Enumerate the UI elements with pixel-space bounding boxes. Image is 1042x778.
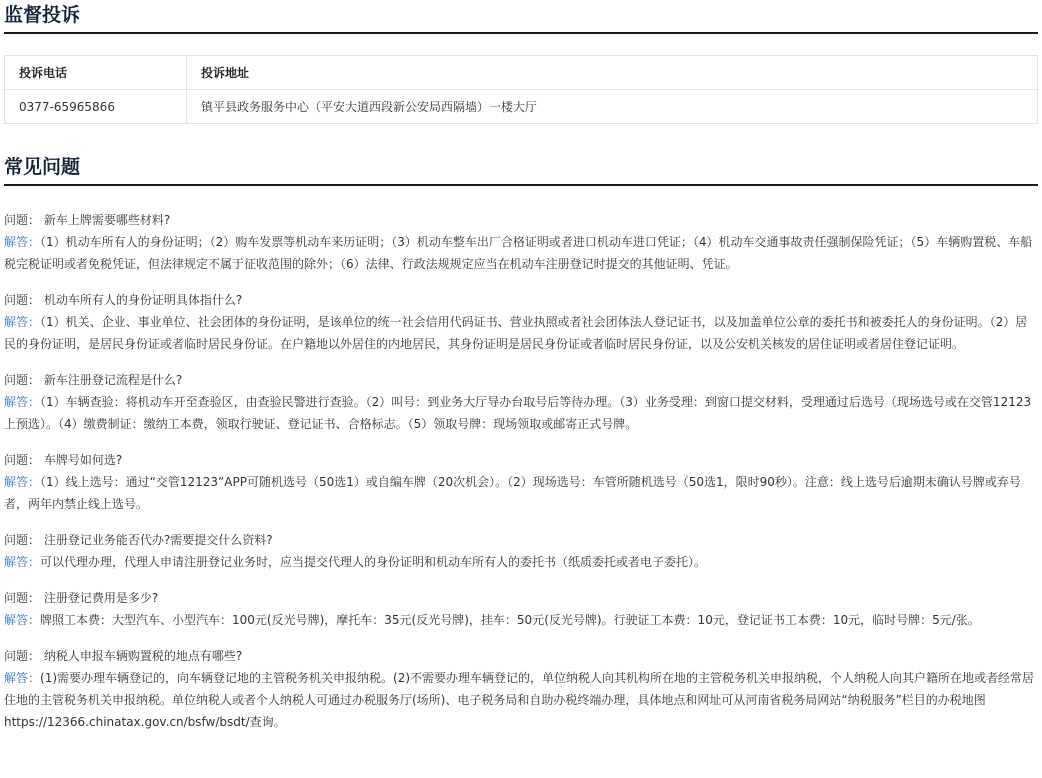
- question-text: 纳税人申报车辆购置税的地点有哪些?: [43, 649, 243, 663]
- question-text: 新车注册登记流程是什么?: [43, 373, 183, 387]
- answer-label: 解答：: [4, 555, 41, 569]
- header-address: 投诉地址: [187, 56, 1038, 90]
- question-label: 问题：: [4, 293, 41, 307]
- faq-question: [4, 529, 1038, 551]
- faq-answer: [4, 471, 1038, 515]
- faq-answer: [4, 391, 1038, 435]
- question-label: 问题：: [4, 533, 41, 547]
- faq-question: [4, 289, 1038, 311]
- question-label: 问题：: [4, 373, 41, 387]
- faq-answer: [4, 551, 1038, 573]
- question-label: 问题：: [4, 453, 41, 467]
- complaint-address: 镇平县政务服务中心（平安大道西段新公安局西隔墙）一楼大厅: [187, 90, 1038, 124]
- answer-label: 解答：: [4, 315, 41, 329]
- table-header-row: [5, 56, 1038, 90]
- question-text: 新车上牌需要哪些材料?: [43, 213, 171, 227]
- faq-item: [4, 529, 1038, 573]
- complaint-table: [4, 55, 1038, 124]
- faq-question: [4, 587, 1038, 609]
- faq-item: [4, 369, 1038, 435]
- question-label: 问题：: [4, 591, 41, 605]
- question-text: 注册登记费用是多少?: [43, 591, 159, 605]
- faq-question: [4, 449, 1038, 471]
- faq-answer: [4, 231, 1038, 275]
- answer-text: (1)需要办理车辆登记的，向车辆登记地的主管税务机关申报纳税。(2)不需要办理车辆登记的，单位纳税人向其机构所在地的主管税务机关申报纳税，个人纳税人向其户籍所在地或者经常居住地的主管税务机关申报纳税。单位纳税人或者个人纳税人可通过办税服务厅(场所)、电子税务局和自助办税终端办理，具体地点和网址可从河南省税务局网站“纳税服务”栏目的办税地图 https://12366.chinatax.gov.cn/bsfw/bsdt/查询。: [4, 671, 1035, 729]
- faq-item: [4, 209, 1038, 275]
- faq-question: [4, 645, 1038, 667]
- table-row: [5, 90, 1038, 124]
- question-text: 机动车所有人的身份证明具体指什么?: [43, 293, 243, 307]
- answer-text: （1）机关、企业、事业单位、社会团体的身份证明，是该单位的统一社会信用代码证书、营业执照或者社会团体法人登记证书，以及加盖单位公章的委托书和被委托人的身份证明。（2）居民的身份证明，是居民身份证或者临时居民身份证。在户籍地以外居住的内地居民，其身份证明是居民身份证或者临时居民身份证，以及公安机关核发的居住证明或者居住登记证明。: [4, 315, 1028, 351]
- faq-item: [4, 587, 1038, 631]
- question-label: 问题：: [4, 649, 41, 663]
- answer-label: 解答：: [4, 395, 41, 409]
- complaint-phone: 0377-65965866: [5, 90, 187, 124]
- faq-answer: [4, 667, 1038, 733]
- faq-list: [4, 209, 1038, 747]
- faq-title: 常见问题: [4, 153, 1038, 186]
- question-text: 注册登记业务能否代办?需要提交什么资料?: [43, 533, 273, 547]
- supervision-title: 监督投诉: [4, 0, 1038, 34]
- faq-answer: [4, 311, 1038, 355]
- answer-text: （1）车辆查验：将机动车开至查验区，由查验民警进行查验。（2）叫号：到业务大厅导办台取号后等待办理。（3）业务受理：到窗口提交材料，受理通过后选号（现场选号或在交管12123上预选）。（4）缴费制证：缴纳工本费，领取行驶证、登记证书、合格标志。（5）领取号牌：现场领取或邮寄正式号牌。: [4, 395, 1032, 431]
- answer-text: 牌照工本费：大型汽车、小型汽车：100元(反光号牌)，摩托车：35元(反光号牌)，挂车：50元(反光号牌)。行驶证工本费：10元，登记证书工本费：10元，临时号牌：5元/张。: [40, 613, 980, 627]
- answer-text: （1）线上选号：通过“交管12123”APP可随机选号（50选1）或自编车牌（20次机会）。（2）现场选号：车管所随机选号（50选1，限时90秒）。注意：线上选号后逾期未确认号牌或弃号者，两年内禁止线上选号。: [4, 475, 1021, 511]
- faq-question: [4, 369, 1038, 391]
- question-label: 问题：: [4, 213, 41, 227]
- faq-item: [4, 645, 1038, 733]
- faq-answer: [4, 609, 1038, 631]
- faq-item: [4, 449, 1038, 515]
- question-text: 车牌号如何选?: [43, 453, 123, 467]
- answer-label: 解答：: [4, 235, 41, 249]
- answer-label: 解答：: [4, 671, 41, 685]
- faq-item: [4, 289, 1038, 355]
- answer-label: 解答：: [4, 475, 41, 489]
- answer-label: 解答：: [4, 613, 41, 627]
- faq-question: [4, 209, 1038, 231]
- header-phone: 投诉电话: [5, 56, 187, 90]
- answer-text: （1）机动车所有人的身份证明；（2）购车发票等机动车来历证明；（3）机动车整车出厂合格证明或者进口机动车进口凭证；（4）机动车交通事故责任强制保险凭证；（5）车辆购置税、车船税完税证明或者免税凭证，但法律规定不属于征收范围的除外；（6）法律、行政法规规定应当在机动车注册登记时提交的其他证明、凭证。: [4, 235, 1033, 271]
- answer-text: 可以代理办理，代理人申请注册登记业务时，应当提交代理人的身份证明和机动车所有人的委托书（纸质委托或者电子委托）。: [40, 555, 707, 569]
